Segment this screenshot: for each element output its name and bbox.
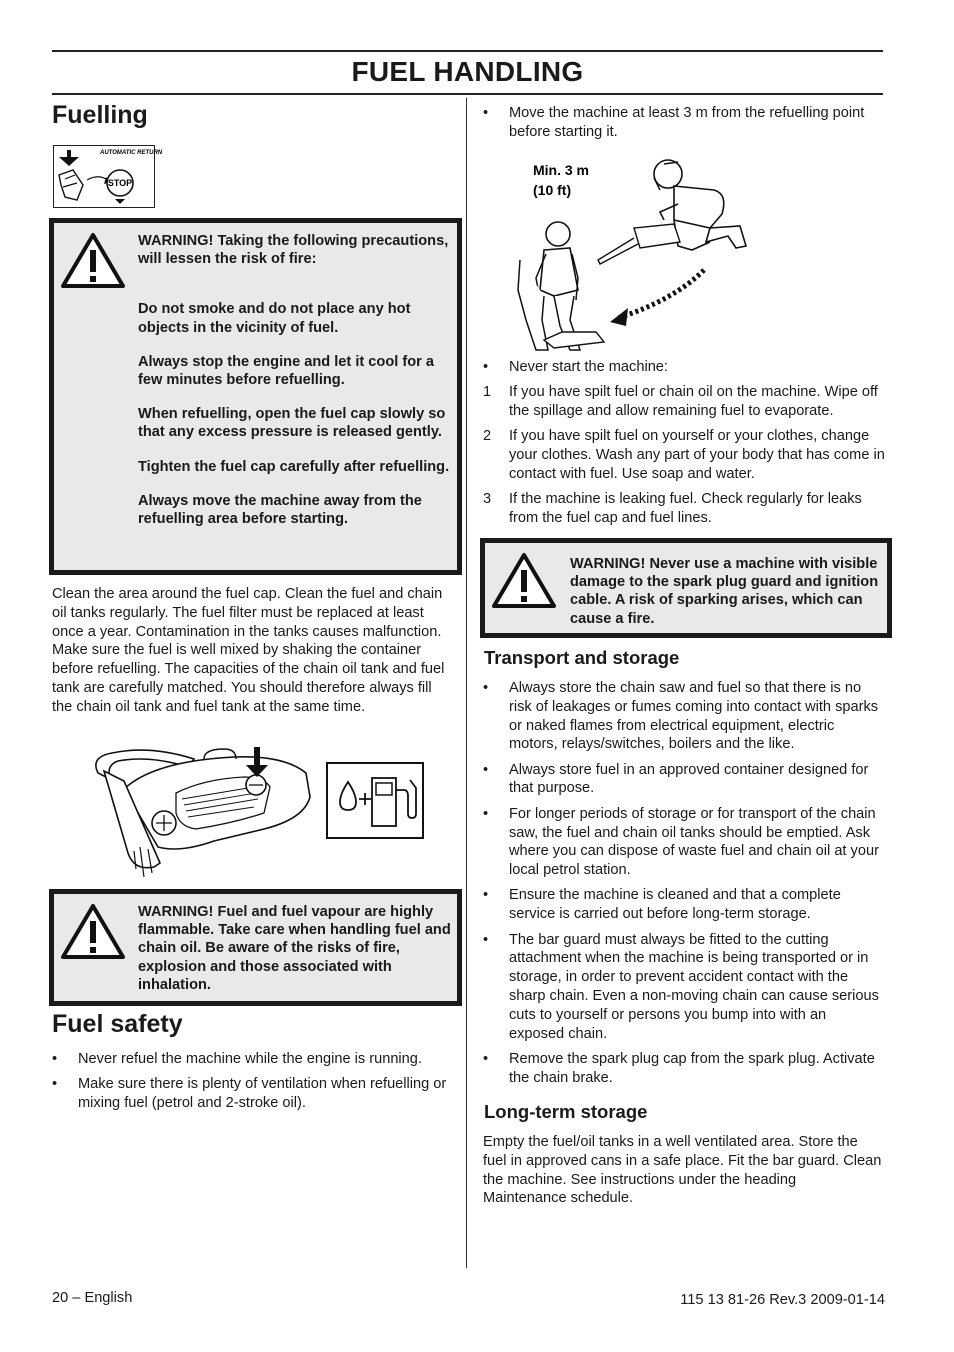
warning1-lead: WARNING! Taking the following precautions, will lessen the risk of fire: xyxy=(138,233,449,268)
warning2-text: WARNING! Fuel and fuel vapour are highly flammable. Take care when handling fuel and chain oil. Be aware of the risks of fire, explosion and those associated with inhalation. xyxy=(138,904,451,993)
stop-label: STOP xyxy=(107,178,133,188)
warning1-item: Always move the machine away from the refuelling area before starting. xyxy=(138,492,422,528)
top-rule xyxy=(52,50,883,52)
clean-paragraph: Clean the area around the fuel cap. Clean the fuel and chain oil tanks regularly. The fuel filter must be replaced at least once a year. Contamination in the tanks causes malfunction. Make sure the fuel is well mixed by shaking the container before refuelling. The capacities of the chain oil tank and fuel tank are carefully matched. You should therefore always fill the chain oil tank and fuel tank at the same time. xyxy=(52,586,445,715)
title-underline xyxy=(52,93,883,95)
move-machine-list xyxy=(483,104,883,148)
list-item: • Ensure the machine is cleaned and that a complete service is carried out before long-term storage. xyxy=(483,887,841,923)
warning-triangle-icon xyxy=(60,903,126,961)
column-divider xyxy=(466,98,467,1268)
warning1-item: Tighten the fuel cap carefully after refuelling. xyxy=(138,458,450,475)
warning-box-fire-precautions xyxy=(49,218,462,575)
list-item: • Never refuel the machine while the engine is running. xyxy=(52,1051,422,1067)
warning-triangle-icon xyxy=(491,552,557,610)
list-item: • Move the machine at least 3 m from the refuelling point before starting it. xyxy=(483,105,865,140)
list-item: • Always store the chain saw and fuel so that there is no risk of leakages or fumes coming into contact with sparks or naked flames from electrical equipment, electric motors, relays/switches, boilers and the like. xyxy=(483,680,879,753)
list-item: • For longer periods of storage or for transport of the chain saw, the fuel and chain oil tanks should be emptied. Ask where you can dispose of waste fuel and chain oil at your local petrol station. xyxy=(483,805,879,879)
never-start-list xyxy=(483,358,883,383)
list-item: • Always store fuel in an approved container designed for that purpose. xyxy=(483,761,869,797)
numbered-item: 2 If you have spilt fuel on yourself or your clothes, change your clothes. Wash any part of your body that has come in contact with fuel. Use soap and water. xyxy=(483,428,885,482)
warning1-item: When refuelling, open the fuel cap slowly so that any excess pressure is released gently. xyxy=(138,406,446,441)
never-start-numbered-list xyxy=(483,383,885,534)
numbered-item: 3 If the machine is leaking fuel. Check regularly for leaks from the fuel cap and fuel lines. xyxy=(483,490,862,526)
list-item: • Never start the machine: xyxy=(483,359,668,375)
warning-box-spark-plug xyxy=(480,538,892,638)
document-reference: 115 13 81-26 Rev.3 2009-01-14 xyxy=(680,1292,885,1308)
page-number: 20 – English xyxy=(52,1290,133,1306)
distance-label-min: Min. 3 m xyxy=(533,162,590,178)
distance-label-ft: (10 ft) xyxy=(533,182,572,198)
warning1-text xyxy=(138,232,456,528)
warning1-item: Do not smoke and do not place any hot objects in the vicinity of fuel. xyxy=(138,301,411,336)
automatic-return-stop-symbol xyxy=(53,145,163,208)
fuelling-heading: Fuelling xyxy=(52,101,148,129)
chainsaw-fuel-cap-illustration xyxy=(84,743,320,883)
warning1-item: Always stop the engine and let it cool for a few minutes before refuelling. xyxy=(138,353,434,389)
fuel-safety-heading: Fuel safety xyxy=(52,1010,183,1038)
longterm-heading: Long-term storage xyxy=(484,1101,648,1122)
numbered-item: 1 If you have spilt fuel or chain oil on the machine. Wipe off the spillage and allow remaining fuel to evaporate. xyxy=(483,384,878,419)
list-item: • Make sure there is plenty of ventilation when refuelling or mixing fuel (petrol and 2-stroke oil). xyxy=(52,1076,447,1112)
warning3-text: WARNING! Never use a machine with visible damage to the spark plug guard and ignition cable. A risk of sparking arises, which can cause a fire. xyxy=(570,556,879,627)
page-title: FUEL HANDLING xyxy=(351,56,584,87)
transport-heading: Transport and storage xyxy=(484,647,680,668)
transport-list xyxy=(483,679,885,1094)
list-item: • Remove the spark plug cap from the spark plug. Activate the chain brake. xyxy=(483,1050,875,1086)
list-item: • The bar guard must always be fitted to the cutting attachment when the machine is being transported or in storage, in order to prevent accident contact with the sharp chain. Even a non-moving chain can cause serious cuts to yourself or persons you bump into with an exposed chain. xyxy=(483,931,879,1042)
longterm-paragraph: Empty the fuel/oil tanks in a well ventilated area. Store the fuel in approved cans in a safe place. Fit the bar guard. Clean the machine. See instructions under the heading Maintenance schedule. xyxy=(483,1134,882,1207)
fuel-oil-symbol xyxy=(326,762,424,839)
automatic-return-label: AUTOMATIC RETURN xyxy=(100,150,163,156)
warning-triangle-icon xyxy=(60,232,126,290)
fuel-safety-list xyxy=(52,1050,456,1119)
warning-box-flammable xyxy=(49,889,462,1006)
refuelling-distance-illustration xyxy=(514,150,754,355)
